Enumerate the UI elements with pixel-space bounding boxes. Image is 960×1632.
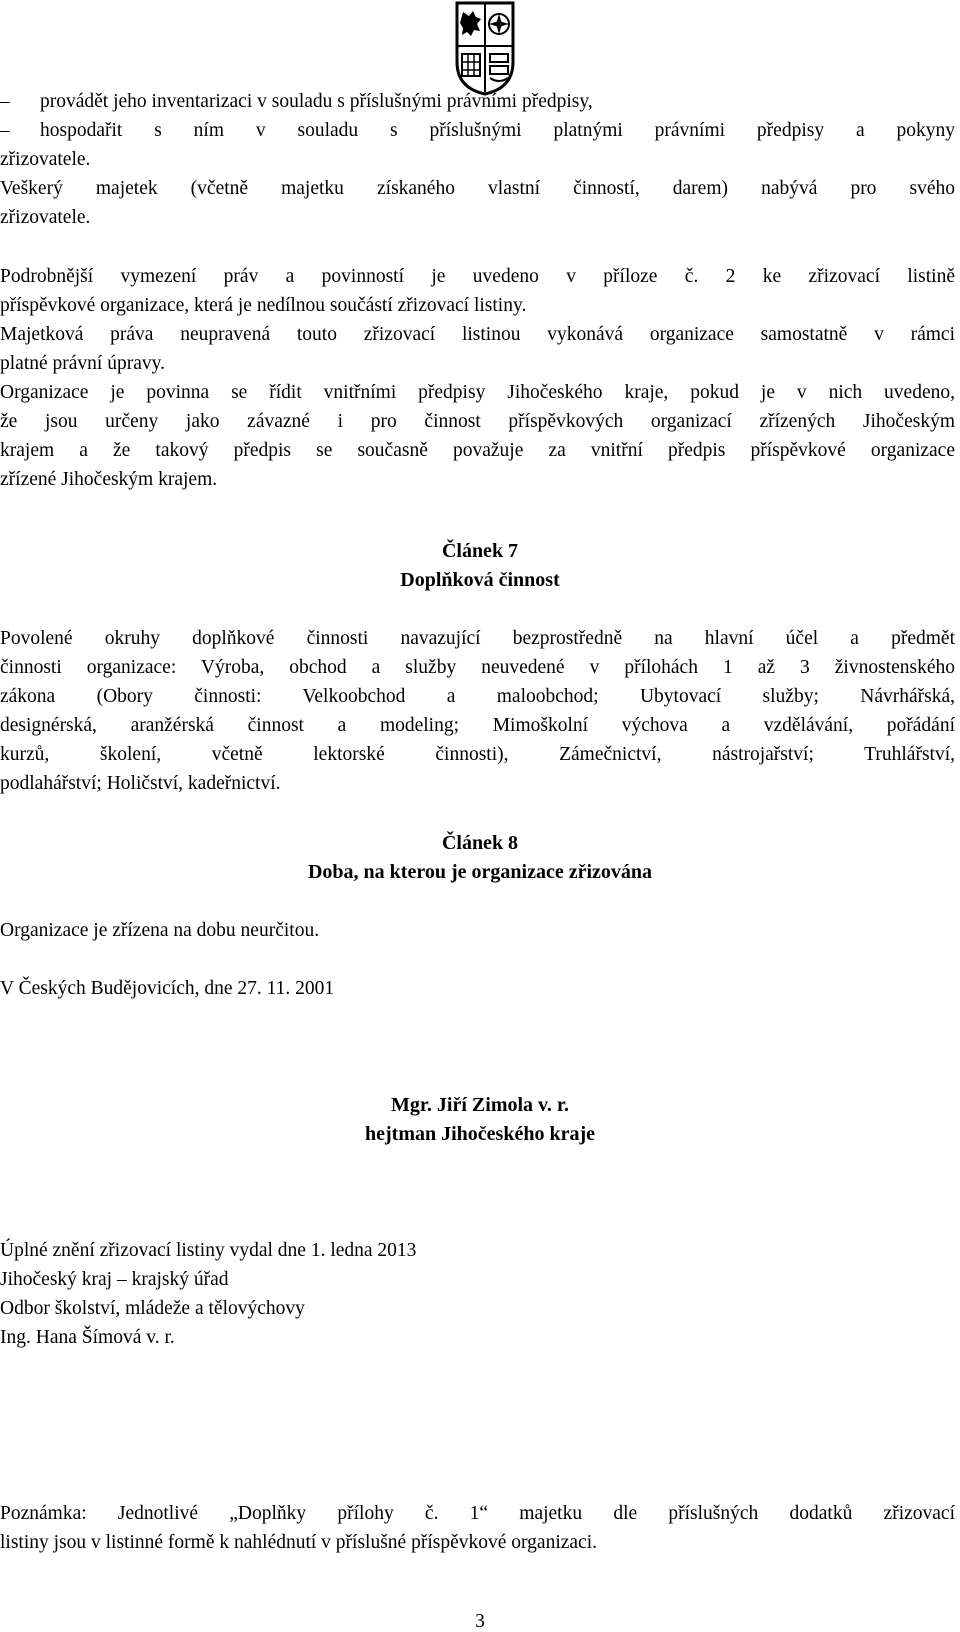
paragraph-line: Organizace je zřízena na dobu neurčitou. bbox=[0, 920, 320, 941]
list-item-continuation: zřizovatele. bbox=[0, 149, 91, 170]
issued-line: Odbor školství, mládeže a tělovýchovy bbox=[0, 1298, 305, 1319]
list-dash: – bbox=[0, 91, 10, 112]
list-item bbox=[0, 116, 955, 145]
paragraph-line: Majetková práva neupravená touto zřizovací listinou vykonává organizace samostatně v rámci bbox=[0, 324, 955, 345]
list-item-text: hospodařit s ním v souladu s příslušnými platnými právními předpisy a pokyny bbox=[40, 120, 955, 141]
paragraph-line: činnosti organizace: Výroba, obchod a služby neuvedené v přílohách 1 až 3 živnostenského bbox=[0, 657, 955, 678]
paragraph-line: designérská, aranžérská činnost a modeling; Mimoškolní výchova a vzdělávání, pořádání bbox=[0, 715, 955, 736]
paragraph-line: podlahářství; Holičství, kadeřnictví. bbox=[0, 773, 281, 794]
paragraph-line: příspěvkové organizace, která je nedílnou součástí zřizovací listiny. bbox=[0, 295, 527, 316]
page-number: 3 bbox=[475, 1611, 485, 1632]
paragraph-line: zákona (Obory činnosti: Velkoobchod a maloobchod; Ubytovací služby; Návrhářská, bbox=[0, 686, 955, 707]
paragraph-line: že jsou určeny jako závazné i pro činnost příspěvkových organizací zřízených Jihočeským bbox=[0, 411, 955, 432]
note-line: listiny jsou v listinné formě k nahlédnutí v příslušné příspěvkové organizaci. bbox=[0, 1532, 597, 1553]
paragraph-line: Organizace je povinna se řídit vnitřními předpisy Jihočeského kraje, pokud je v nich uvedeno, bbox=[0, 382, 955, 403]
paragraph-line: Podrobnější vymezení práv a povinností je uvedeno v příloze č. 2 ke zřizovací listině bbox=[0, 266, 955, 287]
paragraph-line: kurzů, školení, včetně lektorské činnosti), Zámečnictví, nástrojařství; Truhlářství, bbox=[0, 744, 955, 765]
paragraph-line: krajem a že takový předpis se současně považuje za vnitřní předpis příspěvkové organizace bbox=[0, 440, 955, 461]
list-item-text: provádět jeho inventarizaci v souladu s příslušnými právními předpisy, bbox=[40, 91, 593, 112]
list-dash: – bbox=[0, 120, 10, 141]
paragraph-line: Povolené okruhy doplňkové činnosti navazující bezprostředně na hlavní účel a předmět bbox=[0, 628, 955, 649]
signature-name: Mgr. Jiří Zimola v. r. bbox=[391, 1094, 569, 1116]
paragraph-line: zřizovatele. bbox=[0, 207, 91, 228]
list-item bbox=[0, 87, 593, 116]
paragraph-line: Veškerý majetek (včetně majetku získaného vlastní činností, darem) nabývá pro svého bbox=[0, 178, 955, 199]
issued-line: Ing. Hana Šímová v. r. bbox=[0, 1327, 175, 1348]
article-7-title: Doplňková činnost bbox=[400, 569, 560, 591]
article-7-number: Článek 7 bbox=[441, 540, 519, 562]
article-8-number: Článek 8 bbox=[441, 832, 519, 854]
place-date: V Českých Budějovicích, dne 27. 11. 2001 bbox=[0, 978, 335, 999]
article-8-title: Doba, na kterou je organizace zřizována bbox=[307, 861, 653, 883]
paragraph-line: zřízené Jihočeským krajem. bbox=[0, 469, 218, 490]
issued-line: Jihočeský kraj – krajský úřad bbox=[0, 1269, 229, 1290]
signature-role: hejtman Jihočeského kraje bbox=[365, 1123, 595, 1145]
paragraph-line: platné právní úpravy. bbox=[0, 353, 165, 374]
coat-of-arms-icon bbox=[454, 0, 516, 96]
note-line: Poznámka: Jednotlivé „Doplňky přílohy č. 1“ majetku dle příslušných dodatků zřizovací bbox=[0, 1503, 955, 1524]
issued-line: Úplné znění zřizovací listiny vydal dne 1. ledna 2013 bbox=[0, 1240, 417, 1261]
